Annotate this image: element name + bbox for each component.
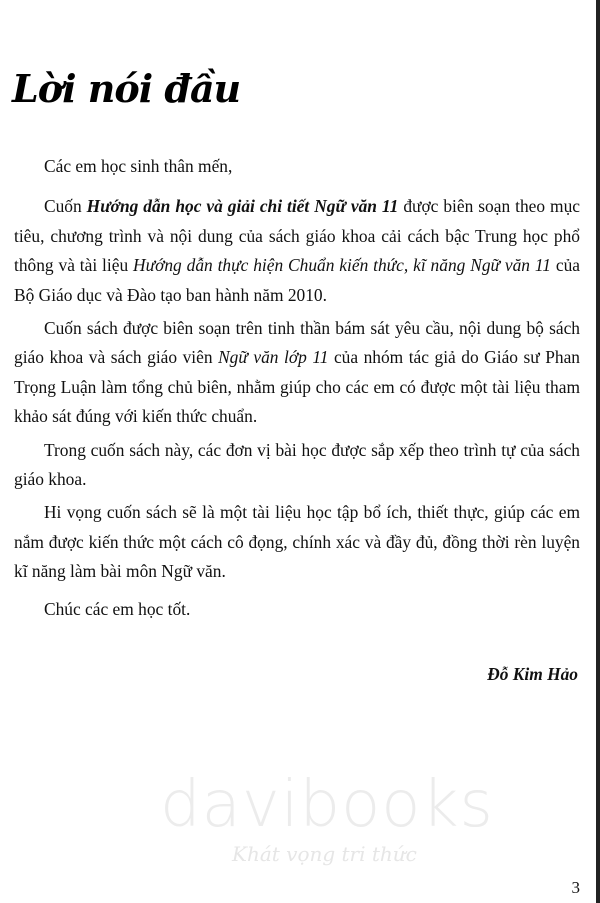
p1-text-a: Cuốn <box>44 196 87 217</box>
paragraph-1 <box>14 192 580 310</box>
paragraph-2 <box>14 314 580 432</box>
p1-text-c: được biên soạn theo mục tiêu, chương trình và nội dung của sách giáo khoa cải cách bậc Trung học phổ thông và tài liệu <box>14 196 580 276</box>
page-edge <box>596 0 600 903</box>
p2-textbook-title: Ngữ văn lớp 11 <box>218 347 329 368</box>
p1-guide-title: Hướng dẫn thực hiện Chuẩn kiến thức, kĩ năng Ngữ văn 11 <box>133 255 551 276</box>
p1-book-title: Hướng dẫn học và giải chi tiết Ngữ văn 11 <box>86 196 399 217</box>
preface-body <box>14 152 580 624</box>
page-title: Lời nói đầu <box>12 66 241 111</box>
page-number: 3 <box>571 878 580 897</box>
p1-text-e: của Bộ Giáo dục và Đào tạo ban hành năm 2010. <box>14 255 581 305</box>
greeting: Các em học sinh thân mến, <box>44 156 233 176</box>
watermark-brand: davibooks <box>160 768 494 842</box>
closing-line: Chúc các em học tốt. <box>44 598 191 619</box>
p2-text-c: của nhóm tác giả do Giáo sư Phan Trọng Luận làm tổng chủ biên, nhằm giúp cho các em có được một tài liệu tham khảo sát đúng với kiến thức chuẩn. <box>14 347 581 427</box>
watermark-tagline: Khát vọng tri thức <box>232 842 417 866</box>
author-signature: Đỗ Kim Hảo <box>487 664 578 684</box>
paragraph-3: Trong cuốn sách này, các đơn vị bài học được sắp xếp theo trình tự của sách giáo khoa. <box>14 439 580 490</box>
p2-text-a: Cuốn sách được biên soạn trên tinh thần bám sát yêu cầu, nội dung bộ sách giáo khoa và sách giáo viên <box>14 318 580 368</box>
paragraph-4: Hi vọng cuốn sách sẽ là một tài liệu học tập bổ ích, thiết thực, giúp các em nắm được kiến thức một cách cô đọng, chính xác và đầy đủ, đồng thời rèn luyện kĩ năng làm bài môn Ngữ văn. <box>14 502 580 582</box>
